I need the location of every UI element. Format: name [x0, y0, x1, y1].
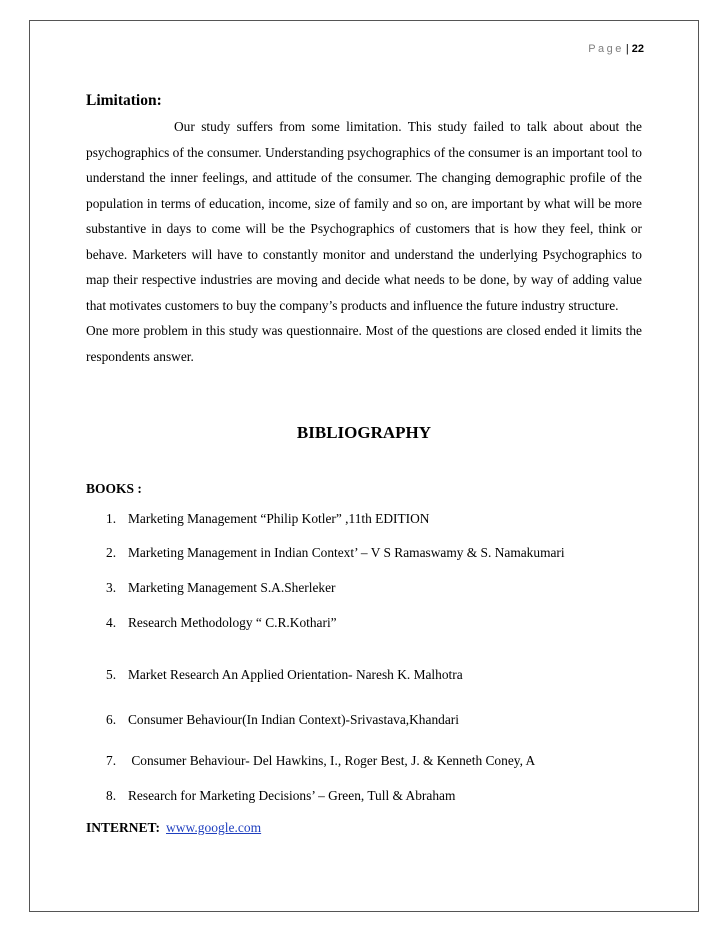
book-title: Market Research An Applied Orientation- Naresh K. Malhotra: [128, 667, 463, 682]
internet-label: INTERNET:: [86, 820, 161, 835]
limitation-heading: Limitation:: [86, 92, 162, 109]
book-item: [106, 580, 336, 596]
limitation-body: [86, 114, 642, 369]
page-separator: |: [625, 43, 629, 55]
page-number: 22: [631, 43, 644, 55]
book-number: 1.: [106, 511, 117, 526]
book-title: Consumer Behaviour(In Indian Context)-Srivastava,Khandari: [128, 712, 459, 727]
book-number: 4.: [106, 615, 117, 630]
book-item: [106, 615, 337, 631]
book-item: [106, 712, 459, 728]
limitation-paragraph: One more problem in this study was questionnaire. Most of the questions are closed ended it limits the respondents answer.: [86, 323, 642, 364]
book-number: 6.: [106, 712, 117, 727]
limitation-paragraph: Our study suffers from some limitation. This study failed to talk about about the psychographics of the consumer. Understanding psychographics of the consumer is an important tool to understand the inner feelings, and attitude of the consumer. The changing demographic profile of the population in terms of education, income, size of family and so on, are important by what will be more substantive in days to come will be the Psychographics of customers that is how they feel, think or behave. Marketers will have to constantly monitor and understand the underlying Psychographics to map their respective industries are moving and decide what needs to be done, by way of adding value that motivates customers to buy the company’s products and influence the future industry structure.: [86, 119, 642, 313]
book-number: 7.: [106, 753, 117, 768]
book-item: [106, 788, 455, 804]
book-title: Research Methodology “ C.R.Kothari”: [128, 615, 337, 630]
page-label: Page: [588, 43, 624, 55]
books-heading: BOOKS :: [86, 481, 142, 496]
internet-link[interactable]: www.google.com: [166, 820, 262, 835]
book-item: [106, 545, 565, 561]
bibliography-heading: BIBLIOGRAPHY: [296, 423, 432, 442]
book-number: 2.: [106, 545, 117, 560]
book-title: Marketing Management “Philip Kotler” ,11th EDITION: [128, 511, 430, 526]
book-title: Consumer Behaviour- Del Hawkins, I., Roger Best, J. & Kenneth Coney, A: [128, 753, 536, 768]
internet-reference: [86, 820, 261, 836]
book-title: Marketing Management S.A.Sherleker: [128, 580, 336, 595]
book-title: Research for Marketing Decisions’ – Green, Tull & Abraham: [128, 788, 456, 803]
book-item: [106, 511, 429, 527]
book-number: 5.: [106, 667, 117, 682]
book-title: Marketing Management in Indian Context’ – V S Ramaswamy & S. Namakumari: [128, 545, 565, 560]
page-header: [588, 43, 644, 55]
book-number: 8.: [106, 788, 117, 803]
book-item: [106, 753, 535, 769]
book-number: 3.: [106, 580, 117, 595]
book-item: [106, 667, 463, 683]
